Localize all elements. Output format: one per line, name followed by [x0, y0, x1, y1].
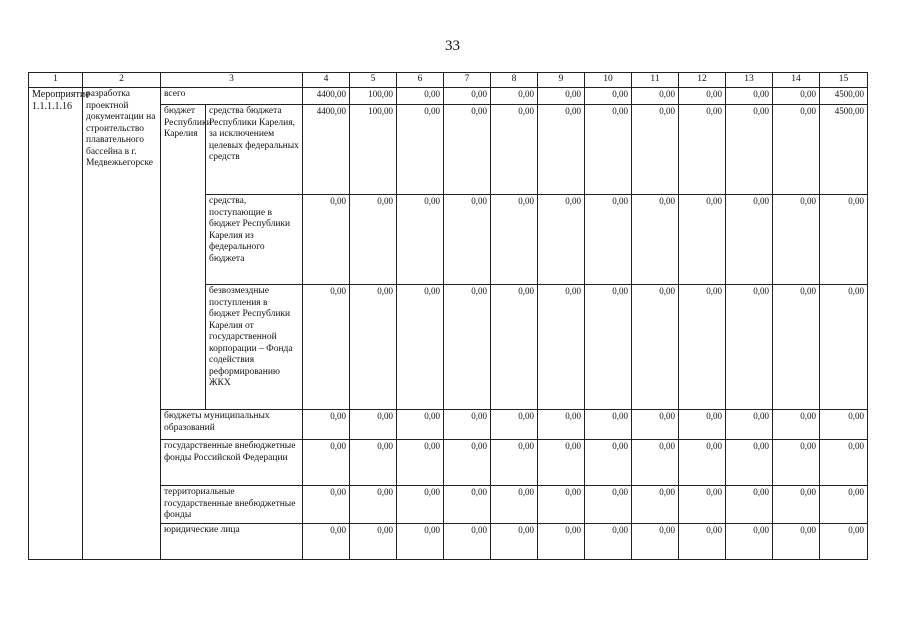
- value-cell: 0,00: [726, 88, 773, 105]
- value-cell: 0,00: [679, 285, 726, 410]
- value-cell: 0,00: [726, 486, 773, 524]
- value-cell: 4400,00: [303, 105, 350, 195]
- value-cell: 0,00: [773, 285, 820, 410]
- value-cell: 0,00: [773, 88, 820, 105]
- value-cell: 0,00: [350, 285, 397, 410]
- header-cell: 7: [444, 73, 491, 88]
- value-cell: 0,00: [679, 195, 726, 285]
- value-cell: 0,00: [397, 486, 444, 524]
- value-cell: 0,00: [491, 285, 538, 410]
- value-cell: 0,00: [679, 440, 726, 486]
- header-cell: 6: [397, 73, 444, 88]
- value-cell: 0,00: [820, 195, 868, 285]
- value-cell: 0,00: [538, 410, 585, 440]
- value-cell: 0,00: [820, 440, 868, 486]
- header-cell: 4: [303, 73, 350, 88]
- value-cell: 0,00: [538, 195, 585, 285]
- value-cell: 0,00: [491, 195, 538, 285]
- value-cell: 0,00: [773, 105, 820, 195]
- header-cell: 13: [726, 73, 773, 88]
- value-cell: 0,00: [538, 524, 585, 560]
- value-cell: 0,00: [444, 524, 491, 560]
- row-label: средства, поступающие в бюджет Республики Карелия из федерального бюджета: [206, 195, 303, 285]
- value-cell: 0,00: [303, 410, 350, 440]
- value-cell: 0,00: [679, 486, 726, 524]
- header-cell: 12: [679, 73, 726, 88]
- value-cell: 0,00: [538, 105, 585, 195]
- value-cell: 0,00: [585, 524, 632, 560]
- value-cell: 0,00: [773, 524, 820, 560]
- value-cell: 0,00: [820, 410, 868, 440]
- measure-description-cell: разработка проектной документации на строительство плавательного бассейна в г. Медвежьегорске: [83, 88, 161, 560]
- value-cell: 0,00: [820, 285, 868, 410]
- value-cell: 4400,00: [303, 88, 350, 105]
- value-cell: 0,00: [538, 88, 585, 105]
- value-cell: 0,00: [350, 410, 397, 440]
- value-cell: 0,00: [397, 524, 444, 560]
- row-label: всего: [161, 88, 303, 105]
- value-cell: 0,00: [679, 88, 726, 105]
- value-cell: 0,00: [397, 285, 444, 410]
- header-cell: 10: [585, 73, 632, 88]
- value-cell: 0,00: [679, 105, 726, 195]
- header-cell: 8: [491, 73, 538, 88]
- header-cell: 15: [820, 73, 868, 88]
- header-cell: 1: [29, 73, 83, 88]
- header-cell: 14: [773, 73, 820, 88]
- value-cell: 100,00: [350, 88, 397, 105]
- value-cell: 0,00: [585, 440, 632, 486]
- value-cell: 0,00: [303, 524, 350, 560]
- value-cell: 0,00: [397, 410, 444, 440]
- value-cell: 0,00: [585, 410, 632, 440]
- row-label: юридические лица: [161, 524, 303, 560]
- row-label: бюджеты муниципальных образований: [161, 410, 303, 440]
- value-cell: 0,00: [726, 285, 773, 410]
- value-cell: 0,00: [444, 195, 491, 285]
- value-cell: 4500,00: [820, 88, 868, 105]
- value-cell: 0,00: [397, 440, 444, 486]
- value-cell: 0,00: [491, 524, 538, 560]
- value-cell: 4500,00: [820, 105, 868, 195]
- value-cell: 0,00: [679, 410, 726, 440]
- value-cell: 0,00: [726, 105, 773, 195]
- value-cell: 0,00: [538, 285, 585, 410]
- value-cell: 0,00: [444, 486, 491, 524]
- value-cell: 0,00: [303, 195, 350, 285]
- value-cell: 0,00: [538, 486, 585, 524]
- funding-table: [28, 72, 868, 560]
- value-cell: 0,00: [632, 105, 679, 195]
- value-cell: 0,00: [350, 486, 397, 524]
- value-cell: 0,00: [726, 410, 773, 440]
- value-cell: 0,00: [350, 440, 397, 486]
- value-cell: 0,00: [397, 195, 444, 285]
- value-cell: 0,00: [491, 440, 538, 486]
- value-cell: 0,00: [773, 410, 820, 440]
- value-cell: 0,00: [585, 195, 632, 285]
- value-cell: 0,00: [585, 88, 632, 105]
- value-cell: 0,00: [585, 105, 632, 195]
- row-label: средства бюджета Республики Карелия, за исключением целевых федеральных средств: [206, 105, 303, 195]
- header-cell: 11: [632, 73, 679, 88]
- value-cell: 0,00: [444, 88, 491, 105]
- value-cell: 0,00: [773, 195, 820, 285]
- header-cell: 3: [161, 73, 303, 88]
- value-cell: 0,00: [632, 486, 679, 524]
- value-cell: 0,00: [444, 410, 491, 440]
- value-cell: 0,00: [726, 524, 773, 560]
- value-cell: 0,00: [491, 88, 538, 105]
- value-cell: 0,00: [444, 105, 491, 195]
- budget-rk-label: бюджет Республики Карелия: [161, 105, 206, 410]
- header-cell: 9: [538, 73, 585, 88]
- value-cell: 0,00: [632, 524, 679, 560]
- value-cell: 0,00: [632, 88, 679, 105]
- value-cell: 0,00: [350, 524, 397, 560]
- value-cell: 0,00: [444, 285, 491, 410]
- value-cell: 0,00: [585, 285, 632, 410]
- value-cell: 0,00: [397, 105, 444, 195]
- value-cell: 0,00: [773, 486, 820, 524]
- value-cell: 100,00: [350, 105, 397, 195]
- value-cell: 0,00: [632, 195, 679, 285]
- value-cell: 0,00: [632, 285, 679, 410]
- value-cell: 0,00: [773, 440, 820, 486]
- value-cell: 0,00: [820, 486, 868, 524]
- value-cell: 0,00: [726, 440, 773, 486]
- row-label: территориальные государственные внебюджетные фонды: [161, 486, 303, 524]
- header-cell: 2: [83, 73, 161, 88]
- value-cell: 0,00: [303, 285, 350, 410]
- measure-code-cell: Мероприятие 1.1.1.1.16: [29, 88, 83, 560]
- value-cell: 0,00: [538, 440, 585, 486]
- row-label: государственные внебюджетные фонды Российской Федерации: [161, 440, 303, 486]
- value-cell: 0,00: [632, 440, 679, 486]
- value-cell: 0,00: [585, 486, 632, 524]
- header-cell: 5: [350, 73, 397, 88]
- value-cell: 0,00: [491, 105, 538, 195]
- table-row: [29, 88, 868, 105]
- value-cell: 0,00: [679, 524, 726, 560]
- row-label: безвозмездные поступления в бюджет Республики Карелия от государственной корпорации – Фонда содействия реформированию ЖКХ: [206, 285, 303, 410]
- value-cell: 0,00: [632, 410, 679, 440]
- value-cell: 0,00: [491, 486, 538, 524]
- value-cell: 0,00: [726, 195, 773, 285]
- page-number: 33: [445, 38, 460, 54]
- value-cell: 0,00: [303, 440, 350, 486]
- value-cell: 0,00: [444, 440, 491, 486]
- value-cell: 0,00: [303, 486, 350, 524]
- header-row: [29, 73, 868, 88]
- value-cell: 0,00: [397, 88, 444, 105]
- value-cell: 0,00: [491, 410, 538, 440]
- value-cell: 0,00: [350, 195, 397, 285]
- value-cell: 0,00: [820, 524, 868, 560]
